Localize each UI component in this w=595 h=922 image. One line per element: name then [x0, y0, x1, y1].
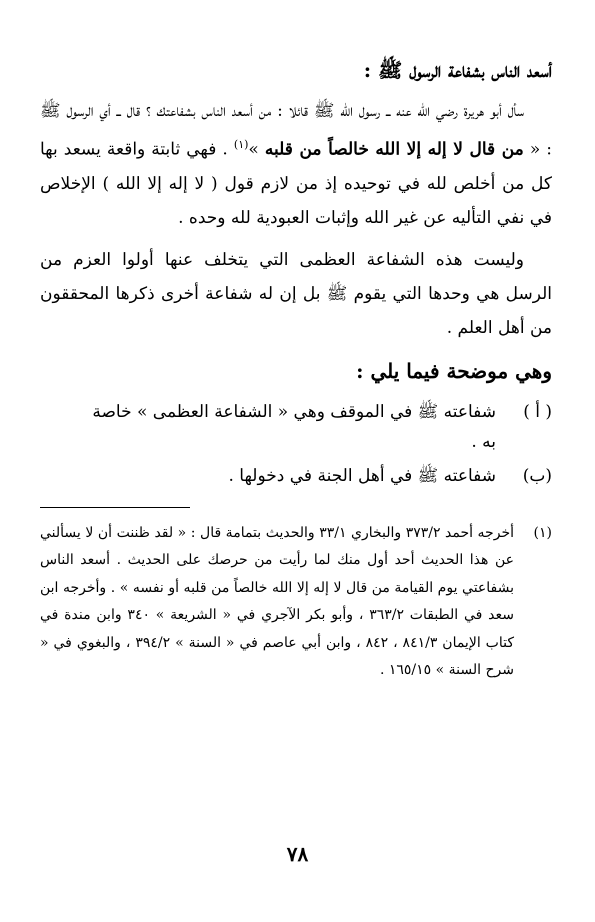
list-item-label: (ب): [522, 465, 552, 486]
list-subheading: وهي موضحة فيما يلي :: [356, 358, 552, 383]
footnote: [40, 520, 552, 685]
list-item-text: شفاعته ﷺ في أهل الجنة في دخولها .: [228, 465, 496, 486]
footnote-number: (١): [533, 524, 552, 541]
footnote-divider: [40, 507, 190, 508]
list-item-a: [40, 395, 552, 429]
list-item-b: [40, 459, 552, 493]
hadith-quote-bold: من قال لا إله إلا الله خالصاً من قلبه: [264, 139, 524, 160]
list-item-text: شفاعته ﷺ في الموقف وهي « الشفاعة العظمى » خاصة: [92, 401, 496, 422]
intercession-list: [40, 395, 552, 493]
section-heading: أسعد الناس بشفاعة الرسول ﷺ :: [363, 58, 552, 82]
list-item-label: ( أ ): [523, 401, 552, 422]
paragraph-other-intercessions: وليست هذه الشفاعة العظمى التي يتخلف عنها أولوا العزم من الرسل هي وحدها التي يقوم ﷺ بل إن له شفاعة أخرى ذكرها المحققون من أهل العلم .: [40, 249, 552, 338]
list-item-continuation: به .: [471, 431, 496, 452]
paragraph-hadith: [40, 94, 552, 235]
paragraph-hadith-text-1: سأل أبو هريرة رضي الله عنه ــ رسول الله ﷺ قائلا : من أسعد الناس بشفاعتك ؟ قال ــ أي الرسول ﷺ : «: [40, 101, 553, 160]
paragraph-hadith-text-2: »: [248, 139, 265, 160]
footnote-reference[interactable]: (١): [233, 138, 249, 151]
footnote-text: أخرجه أحمد ٣٧٣/٢ والبخاري ٣٣/١ والحديث بتمامة قال : « لقد ظننت أن لا يسألني عن هذا الحديث أحد أول منك لما رأيت من حرصك على الحديث . أسعد الناس بشفاعتي يوم القيامة من قال لا إله إلا الله خالصاً من قلبه أو نفسه » . وأخرجه ابن سعد في الطبقات ٣٦٣/٢ ، وأبو بكر الآجري في « الشريعة » ٣٤٠ وابن مندة في كتاب الإيمان ٨٤١/٣ ، ٨٤٢ ، وابن أبي عاصم في « السنة » ٣٩٤/٢ ، والبغوي في « شرح السنة » ١٦٥/١٥ .: [40, 524, 515, 679]
page-body: [40, 52, 552, 685]
page-number: ٧٨: [286, 842, 309, 866]
paragraph-hadith-text-3: . فهي ثابتة واقعة يسعد بها كل من أخلص لله في توحيده إذ من لازم قول ( لا إله إلا الله ) الإخلاص في نفي التأليه عن غير الله وإثبات العبودية لله وحده .: [40, 139, 552, 228]
